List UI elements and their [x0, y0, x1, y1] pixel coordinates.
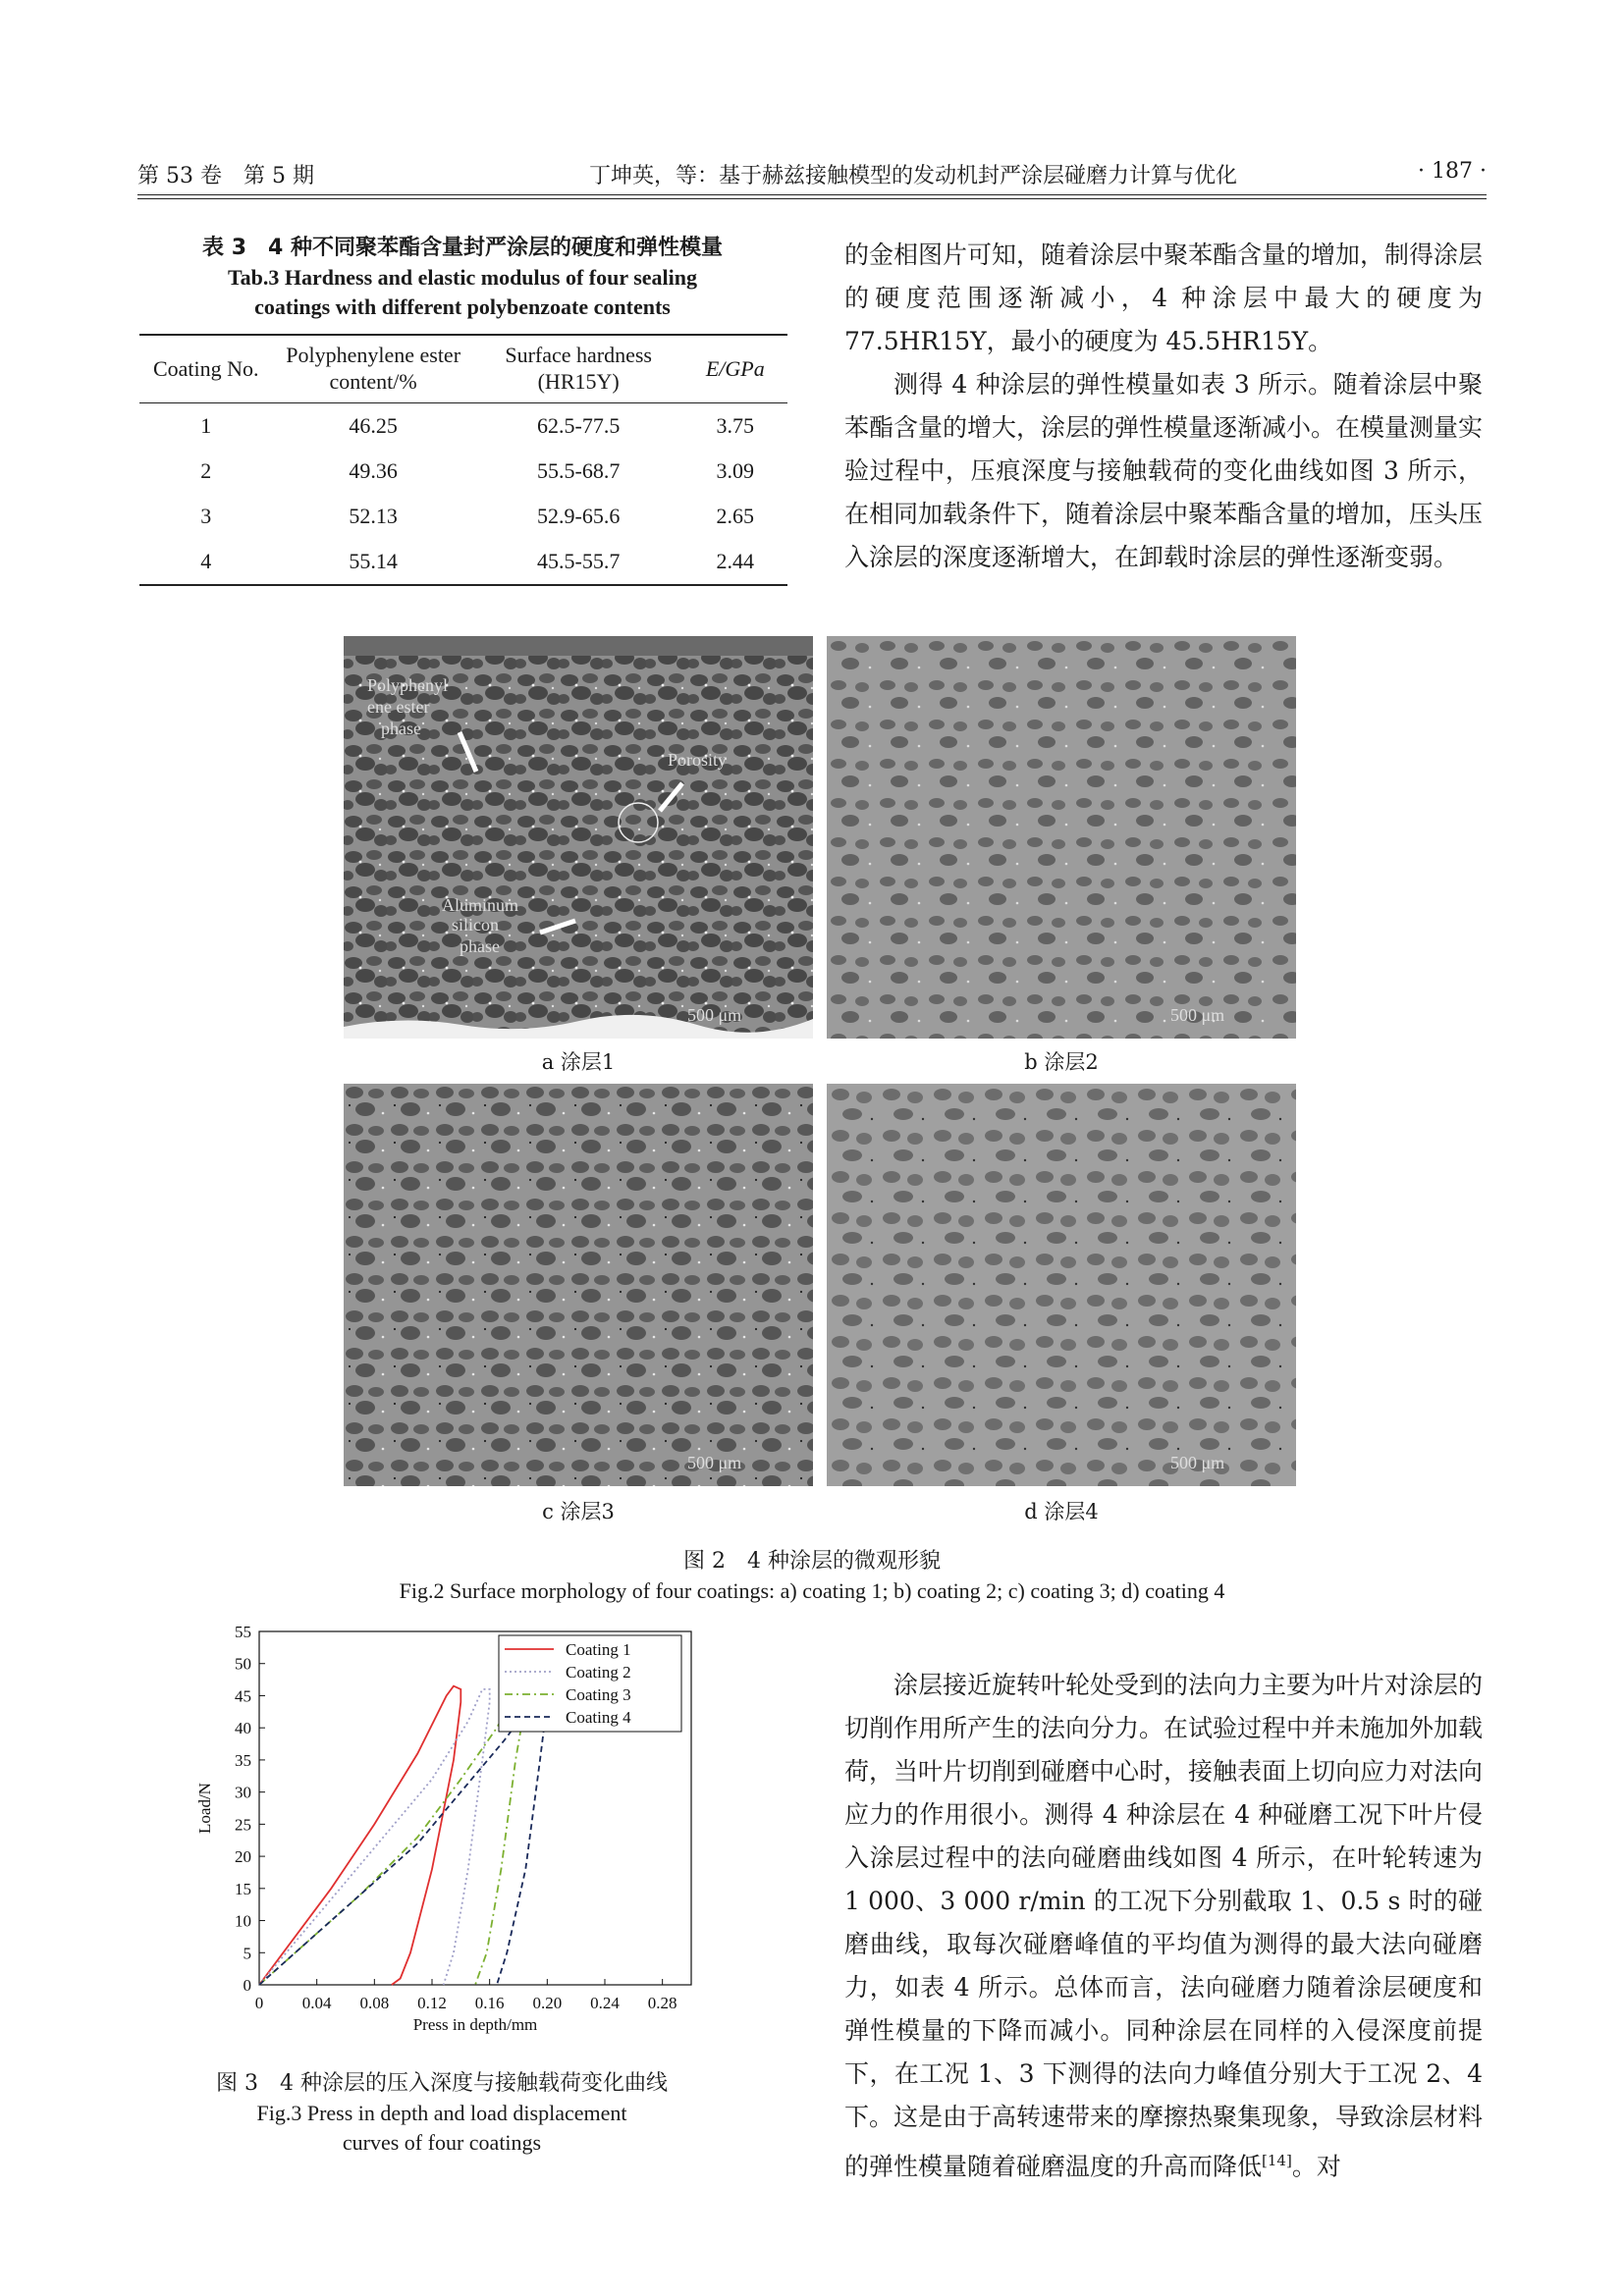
cell: 3.09: [716, 458, 755, 483]
cell: 52.13: [349, 504, 398, 528]
micrograph-c: [344, 1084, 813, 1486]
figure3-caption: [157, 2069, 727, 2158]
x-tick-label: 0: [254, 1994, 264, 2012]
series-line: [259, 1689, 547, 1985]
load-displacement-chart: [192, 1620, 742, 2061]
paragraph-tail: 。对: [1291, 2152, 1341, 2181]
y-tick-label: 35: [235, 1750, 251, 1770]
cell: 2.44: [683, 539, 787, 585]
y-tick-label: 50: [235, 1654, 251, 1674]
header-title: 丁坤英，等：基于赫兹接触模型的发动机封严涂层碰磨力计算与优化: [589, 164, 1238, 188]
table-caption-zh: 表 3 4 种不同聚苯酯含量封严涂层的硬度和弹性模量: [202, 236, 723, 260]
cell: 1: [200, 413, 212, 438]
annotation-aluminum-2: silicon: [452, 915, 499, 934]
running-header: [137, 159, 1487, 198]
table-row: [139, 494, 787, 539]
sublabel-c: c 涂层3: [542, 1500, 615, 1523]
y-tick-label: 20: [235, 1847, 251, 1867]
header-page-number: · 187 ·: [1418, 159, 1487, 184]
paragraph: 的金相图片可知，随着涂层中聚苯酯含量的增加，制得涂层的硬度范围逐渐减小，4 种涂层中最大的硬度为 77.5HR15Y，最小的硬度为 45.5HR15Y。: [844, 240, 1484, 355]
figure3-chart: [192, 1620, 742, 2061]
cell: 3.75: [716, 413, 755, 438]
annotation-polyphenyl-3: phase: [381, 719, 421, 738]
y-tick-label: 5: [243, 1944, 251, 1963]
y-tick-label: 45: [235, 1686, 251, 1706]
cell: 49.36: [349, 458, 398, 483]
paragraph: 测得 4 种涂层的弹性模量如表 3 所示。随着涂层中聚苯酯含量的增大，涂层的弹性模量逐渐减小。在模量测量实验过程中，压痕深度与接触载荷的变化曲线如图 3 所示，在相同加载条件下，随着涂层中聚苯酯含量的增加，压头压入涂层的深度逐渐增大，在卸载时涂层的弹性逐渐变弱。: [844, 370, 1484, 571]
sublabel-b: b 涂层2: [1024, 1050, 1099, 1074]
header-rule: [137, 194, 1487, 195]
paragraph: 涂层接近旋转叶轮处受到的法向力主要为叶片对涂层的切削作用所产生的法向分力。在试验过程中并未施加外加载荷，当叶片切削到碰磨中心时，接触表面上切向应力对法向应力的作用很小。测得 4 种涂层在 4 种碰磨工况下叶片侵入涂层过程中的法向碰磨曲线如图 4 所示，在叶轮转速为 1 000、3 000 r/min 的工况下分别截取 1、0.5 s 时的碰磨曲线，取每次碰磨峰值的平均值为测得的最大法向碰磨力，如表 4 所示。总体而言，法向碰磨力随着涂层硬度和弹性模量的下降而减小。同种涂层在同样的入侵深度前提下，在工况 1、3 下测得的法向力峰值分别大于工况 2、4 下。这是由于高转速带来的摩擦热聚集现象，导致涂层材料的弹性模量随着碰磨温度的升高而降低: [844, 1671, 1484, 2181]
y-tick-label: 30: [235, 1783, 251, 1802]
micrograph-d: [827, 1084, 1296, 1486]
cell: 55.5-68.7: [537, 458, 621, 483]
y-tick-label: 55: [235, 1623, 251, 1641]
y-tick-label: 15: [235, 1879, 251, 1898]
x-tick-label: 0.08: [359, 1994, 390, 2012]
scale-bar-label: 500 μm: [1170, 1005, 1225, 1025]
micrograph-b: [827, 636, 1296, 1039]
figure3-caption-en-1: Fig.3 Press in depth and load displacement: [256, 2101, 627, 2125]
scale-bar-label: 500 μm: [1170, 1453, 1225, 1472]
y-axis-label: Load/N: [195, 1783, 214, 1834]
cell: 45.5-55.7: [474, 539, 683, 585]
figure3-caption-en-2: curves of four coatings: [342, 2130, 542, 2155]
micrograph-a: [344, 636, 813, 1039]
x-tick-label: 0.20: [532, 1994, 563, 2012]
y-tick-label: 40: [235, 1719, 251, 1738]
hardness-table: [139, 334, 787, 586]
scale-bar-label: 500 μm: [687, 1453, 742, 1472]
table-row: [139, 539, 787, 585]
table-row: [139, 403, 787, 450]
x-tick-label: 0.28: [647, 1994, 677, 2012]
scale-bar-label: 500 μm: [687, 1005, 742, 1025]
series-line: [259, 1686, 460, 1985]
col-coating-no: Coating No.: [139, 335, 273, 403]
figure2-caption: [137, 1547, 1487, 1606]
cell: 46.25: [349, 413, 398, 438]
cell: 52.9-65.6: [537, 504, 621, 528]
x-tick-label: 0.24: [590, 1994, 620, 2012]
col-modulus: E/GPa: [683, 335, 787, 403]
table-caption-en-1: Tab.3 Hardness and elastic modulus of four sealing: [228, 265, 697, 290]
table-header-row: [139, 335, 787, 403]
table-caption: [137, 234, 787, 322]
annotation-aluminum: Aluminum: [442, 895, 519, 915]
legend-label: Coating 3: [566, 1685, 631, 1704]
x-axis-label: Press in depth/mm: [412, 2015, 538, 2034]
legend-label: Coating 4: [566, 1708, 631, 1727]
y-tick-label: 25: [235, 1815, 251, 1835]
header-volume: 第 53 卷 第 5 期: [137, 164, 314, 188]
cell: 55.14: [273, 539, 474, 585]
y-tick-label: 0: [243, 1976, 251, 1995]
legend-label: Coating 2: [566, 1663, 631, 1682]
series-line: [259, 1689, 490, 1985]
body-text-right-top: [844, 234, 1483, 579]
cell: 2.65: [716, 504, 755, 528]
citation: [14]: [1262, 2152, 1292, 2169]
cell: 62.5-77.5: [537, 413, 621, 438]
cell: 4: [139, 539, 273, 585]
x-tick-label: 0.04: [301, 1994, 332, 2012]
annotation-polyphenyl-2: ene ester: [367, 697, 430, 717]
table-row: [139, 449, 787, 494]
body-text-right-bottom: [844, 1664, 1483, 2188]
table-caption-en-2: coatings with different polybenzoate contents: [254, 294, 671, 319]
x-tick-label: 0.12: [417, 1994, 447, 2012]
annotation-porosity: Porosity: [668, 750, 728, 770]
legend-label: Coating 1: [566, 1640, 631, 1659]
header-rule-thin: [137, 198, 1487, 199]
x-tick-label: 0.16: [474, 1994, 505, 2012]
annotation-aluminum-3: phase: [460, 936, 500, 956]
annotation-polyphenyl: Polyphenyl: [367, 675, 449, 695]
sublabel-a: a 涂层1: [541, 1050, 616, 1074]
cell: 3: [200, 504, 212, 528]
cell: 2: [200, 458, 212, 483]
y-tick-label: 10: [235, 1911, 251, 1931]
sublabel-d: d 涂层4: [1024, 1500, 1099, 1523]
figure2-caption-zh: 图 2 4 种涂层的微观形貌: [683, 1549, 941, 1574]
col-polyphenylene: Polyphenylene ester content/%: [273, 335, 474, 403]
figure3-caption-zh: 图 3 4 种涂层的压入深度与接触载荷变化曲线: [216, 2071, 668, 2096]
col-hardness: Surface hardness (HR15Y): [474, 335, 683, 403]
figure2-caption-en: Fig.2 Surface morphology of four coatings: a) coating 1; b) coating 2; c) coating 3; d) coating 4: [399, 1578, 1225, 1603]
